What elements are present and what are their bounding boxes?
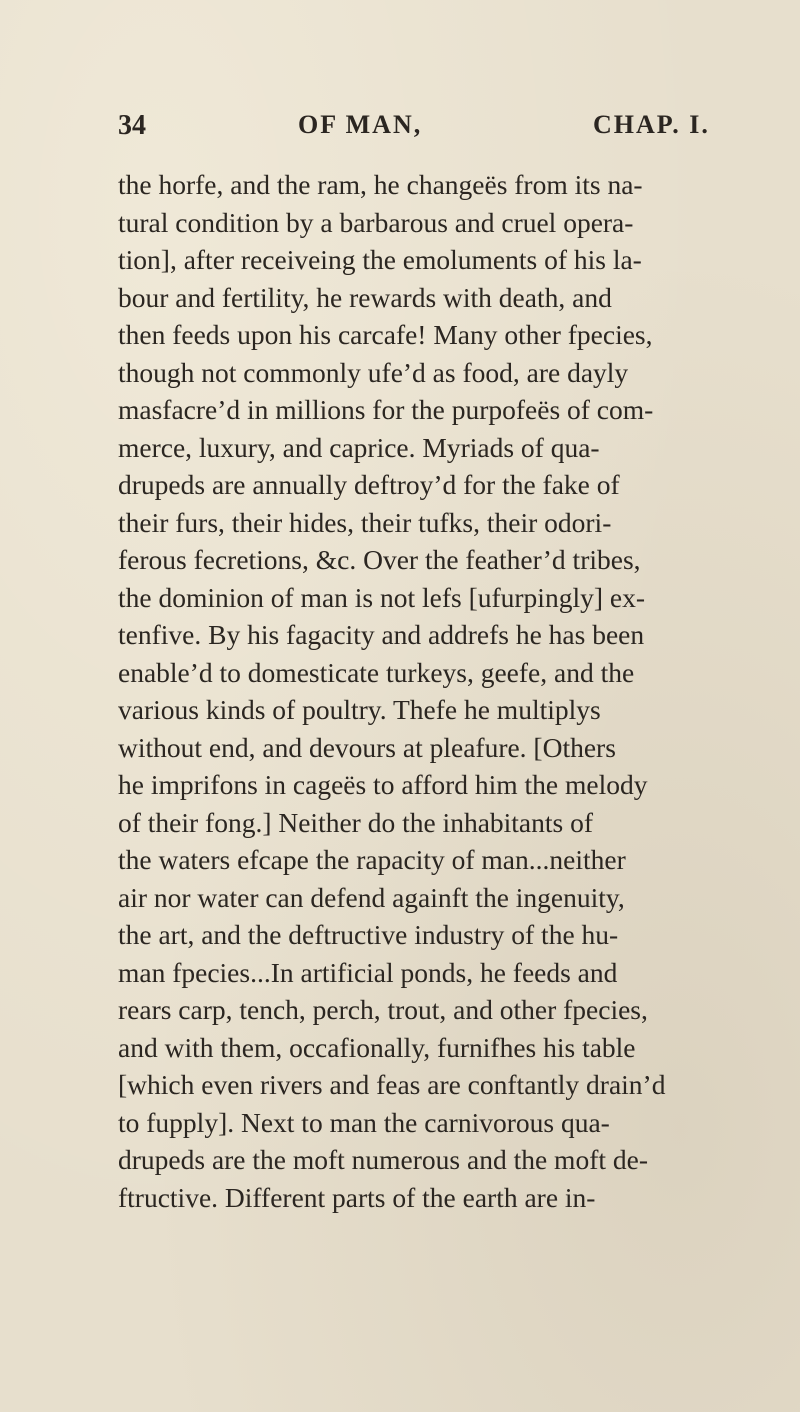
text-line: the horfe, and the ram, he changeës from its na-: [118, 169, 643, 200]
text-line: ferous fecretions, &c. Over the feather’d tribes,: [118, 544, 641, 575]
text-line: drupeds are the moft numerous and the moft de-: [118, 1144, 648, 1175]
text-line: rears carp, tench, perch, trout, and other fpecies,: [118, 994, 648, 1025]
text-line: the dominion of man is not lefs [ufurpingly] ex-: [118, 581, 645, 613]
text-line: man fpecies...In artificial ponds, he feeds and: [118, 956, 618, 988]
text-line: various kinds of poultry. Thefe he multiplys: [118, 694, 601, 725]
text-line: bour and fertility, he rewards with death, and: [118, 281, 612, 313]
text-line: ftructive. Different parts of the earth are in-: [118, 1181, 596, 1213]
text-line: without end, and devours at pleafure. [Others: [118, 731, 616, 763]
text-line: air nor water can defend againft the ingenuity,: [118, 881, 625, 913]
text-line: of their fong.] Neither do the inhabitants of: [118, 806, 594, 838]
text-line: enable’d to domesticate turkeys, geefe, and the: [118, 656, 635, 688]
running-title: OF MAN,: [298, 110, 423, 139]
text-line: tenfive. By his fagacity and addrefs he has been: [118, 619, 645, 650]
chapter-label: CHAP. I.: [593, 110, 710, 139]
text-line: the art, and the deftructive industry of the hu-: [118, 919, 619, 950]
text-line: drupeds are annually deftroy’d for the fake of: [118, 469, 620, 500]
text-line: their furs, their hides, their tufks, their odori-: [118, 506, 612, 538]
text-line: masfacre’d in millions for the purpofeës of com-: [118, 394, 654, 425]
text-line: the waters efcape the rapacity of man...neither: [118, 844, 626, 875]
text-line: to fupply]. Next to man the carnivorous qua-: [118, 1106, 610, 1138]
text-line: merce, luxury, and caprice. Myriads of qua-: [118, 431, 600, 463]
page-header: [118, 110, 718, 150]
text-line: though not commonly ufe’d as food, are dayly: [118, 356, 629, 388]
text-line: then feeds upon his carcafe! Many other fpecies,: [118, 319, 653, 350]
body-text: [118, 166, 738, 1216]
text-line: and with them, occafionally, furnifhes his table: [118, 1031, 636, 1063]
text-line: [which even rivers and feas are conftantly drain’d: [118, 1069, 666, 1100]
text-line: tion], after receiveing the emoluments of his la-: [118, 244, 642, 275]
text-line: tural condition by a barbarous and cruel opera-: [118, 206, 634, 238]
text-line: he imprifons in cageës to afford him the melody: [118, 769, 648, 800]
page-number: 34: [118, 110, 146, 141]
